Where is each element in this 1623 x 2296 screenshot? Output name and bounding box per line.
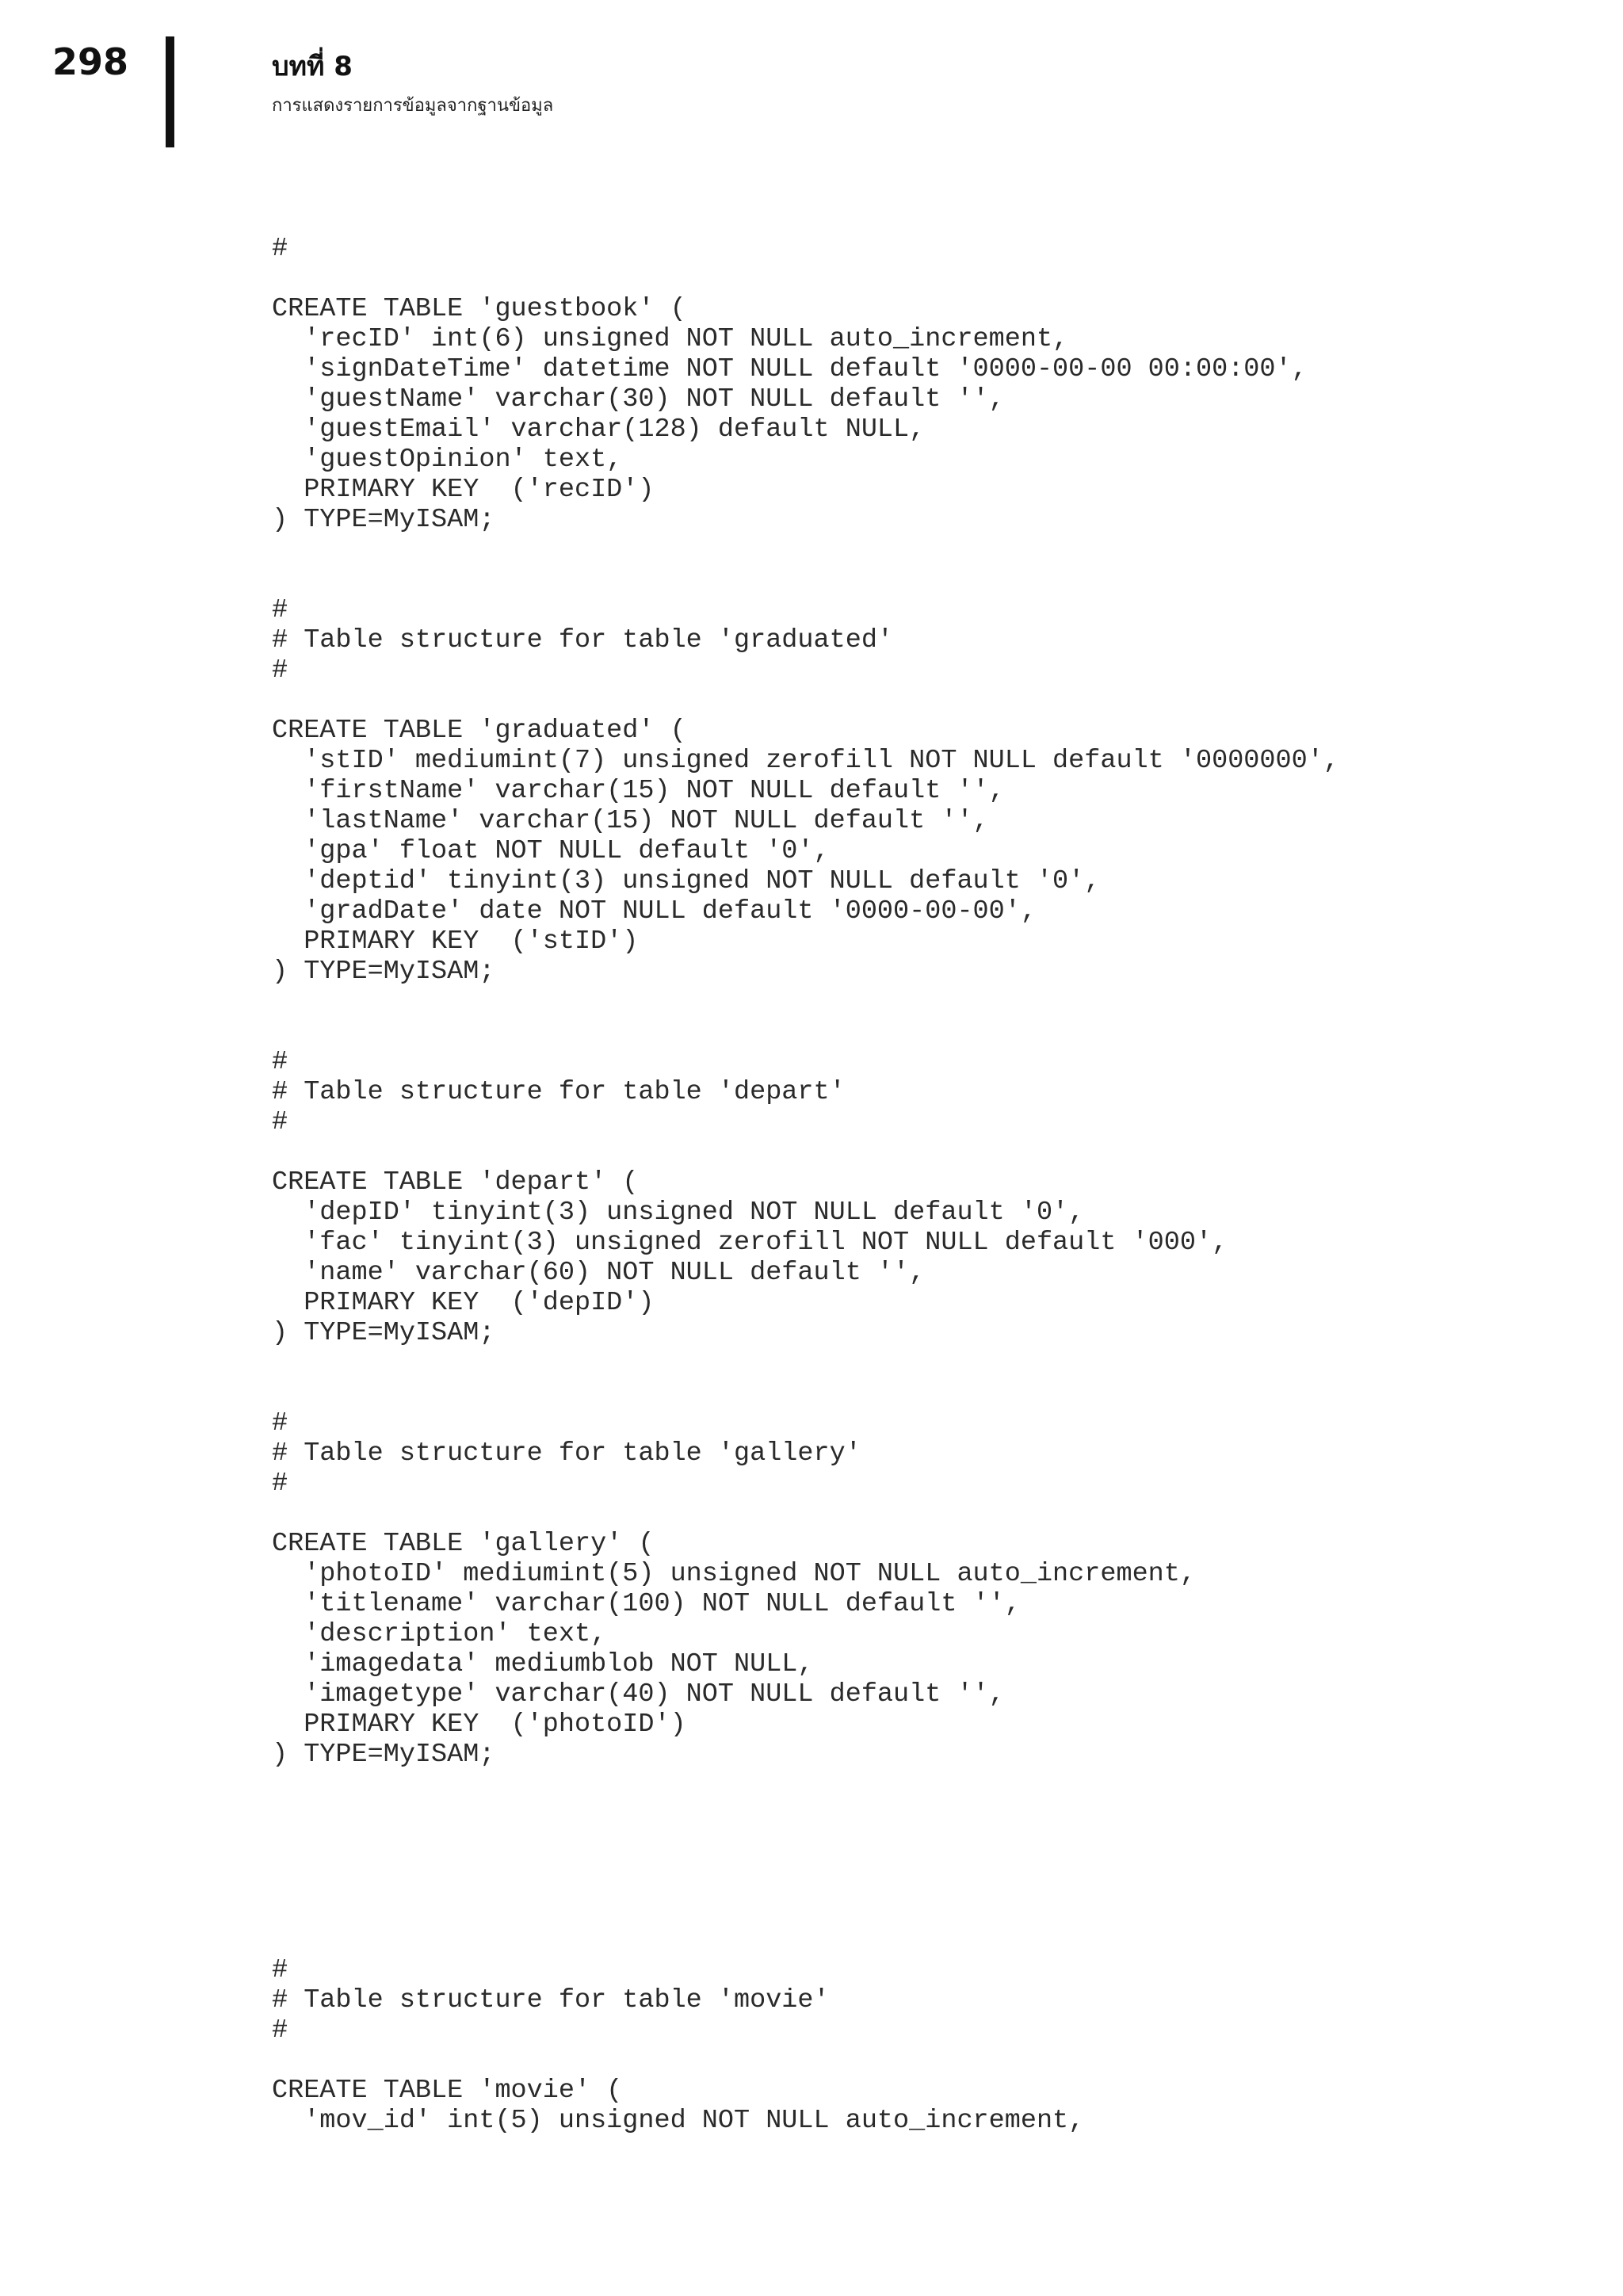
code-line [272, 535, 1339, 565]
code-line: # [272, 1955, 288, 1985]
code-line: PRIMARY KEY ('photoID') [272, 1710, 686, 1740]
code-line: 'signDateTime' datetime NOT NULL default '0000-00-00 00:00:00', [272, 354, 1308, 384]
chapter-subtitle: การแสดงรายการข้อมูลจากฐานข้อมูล [272, 96, 554, 116]
code-line: CREATE TABLE 'gallery' ( [272, 1529, 655, 1559]
code-line: # [272, 1469, 288, 1499]
code-line: CREATE TABLE 'movie' ( [272, 2076, 623, 2106]
code-line: 'guestOpinion' text, [272, 445, 623, 475]
code-line: # [272, 655, 288, 686]
code-line: PRIMARY KEY ('recID') [272, 475, 655, 505]
sql-code-block-1 [272, 234, 1339, 1770]
code-line: # [272, 595, 288, 625]
code-line: # Table structure for table 'movie' [272, 1985, 830, 2015]
code-line: # [272, 1408, 288, 1438]
code-line [272, 1348, 1339, 1378]
code-line: ) TYPE=MyISAM; [272, 1740, 495, 1770]
code-line: 'mov_id' int(5) unsigned NOT NULL auto_increment, [272, 2106, 1085, 2136]
code-line: 'guestEmail' varchar(128) default NULL, [272, 415, 926, 445]
code-line [272, 1378, 1339, 1408]
code-line: ) TYPE=MyISAM; [272, 957, 495, 987]
code-line: 'gpa' float NOT NULL default '0', [272, 836, 830, 866]
code-line [272, 565, 1339, 595]
code-line [272, 686, 1339, 716]
code-line [272, 1017, 1339, 1047]
code-line: # Table structure for table 'graduated' [272, 625, 894, 655]
code-line: 'depID' tinyint(3) unsigned NOT NULL default '0', [272, 1198, 1085, 1228]
code-line: 'gradDate' date NOT NULL default '0000-00-00', [272, 896, 1037, 926]
code-line [272, 264, 1339, 294]
code-line: # Table structure for table 'depart' [272, 1077, 846, 1107]
code-line [272, 2046, 1084, 2076]
code-line: 'imagetype' varchar(40) NOT NULL default '', [272, 1679, 1005, 1710]
code-line: 'recID' int(6) unsigned NOT NULL auto_increment, [272, 324, 1069, 354]
code-line: CREATE TABLE 'graduated' ( [272, 716, 686, 746]
code-line: CREATE TABLE 'guestbook' ( [272, 294, 686, 324]
sql-code-block-2 [272, 1955, 1084, 2136]
code-line: PRIMARY KEY ('depID') [272, 1288, 655, 1318]
code-line: # [272, 1047, 288, 1077]
code-line: 'firstName' varchar(15) NOT NULL default '', [272, 776, 1005, 806]
code-line: 'lastName' varchar(15) NOT NULL default '', [272, 806, 989, 836]
code-line: 'fac' tinyint(3) unsigned zerofill NOT NULL default '000', [272, 1228, 1228, 1258]
code-line: 'imagedata' mediumblob NOT NULL, [272, 1649, 814, 1679]
code-line: 'name' varchar(60) NOT NULL default '', [272, 1258, 926, 1288]
code-line: 'description' text, [272, 1619, 607, 1649]
chapter-title: บทที่ 8 [272, 51, 353, 82]
code-line: # [272, 234, 288, 264]
code-line: # Table structure for table 'gallery' [272, 1438, 861, 1469]
code-line: 'titlename' varchar(100) NOT NULL default '', [272, 1589, 1021, 1619]
code-line: ) TYPE=MyISAM; [272, 1318, 495, 1348]
code-line: # [272, 1107, 288, 1137]
header-vertical-rule [166, 36, 174, 147]
code-line: # [272, 2015, 288, 2046]
code-line: 'stID' mediumint(7) unsigned zerofill NOT NULL default '0000000', [272, 746, 1339, 776]
code-line [272, 1499, 1339, 1529]
code-line: ) TYPE=MyISAM; [272, 505, 495, 535]
code-line [272, 1137, 1339, 1167]
code-line [272, 987, 1339, 1017]
code-line: CREATE TABLE 'depart' ( [272, 1167, 639, 1198]
page-number: 298 [52, 40, 129, 83]
code-line: 'photoID' mediumint(5) unsigned NOT NULL auto_increment, [272, 1559, 1196, 1589]
code-line: 'guestName' varchar(30) NOT NULL default '', [272, 384, 1005, 415]
code-line: 'deptid' tinyint(3) unsigned NOT NULL default '0', [272, 866, 1101, 896]
code-line: PRIMARY KEY ('stID') [272, 926, 639, 957]
